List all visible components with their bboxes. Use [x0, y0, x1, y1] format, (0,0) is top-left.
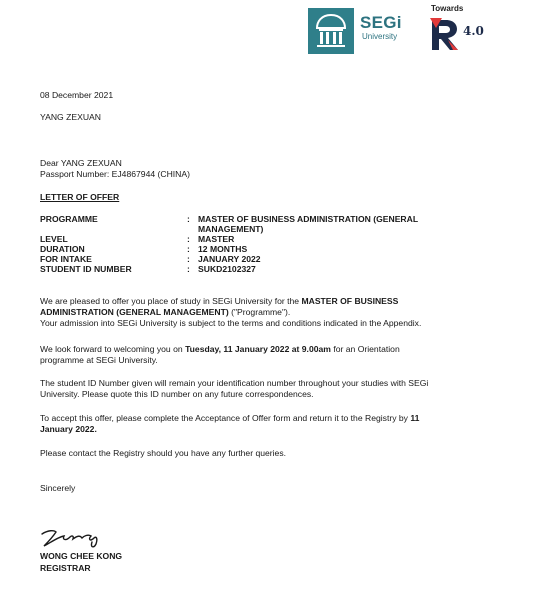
towards-label: Towards: [431, 4, 464, 13]
passport-number: Passport Number: EJ4867944 (CHINA): [40, 169, 190, 179]
detail-label: DURATION: [40, 244, 85, 254]
detail-value-cont: MANAGEMENT): [198, 224, 264, 234]
closing: Sincerely: [40, 483, 76, 493]
version-label: 4.0: [463, 24, 484, 38]
p1-programme: MASTER OF BUSINESS: [301, 296, 399, 306]
segi-name: SEGi: [360, 13, 402, 32]
detail-separator: :: [187, 264, 190, 274]
paragraph-acceptance: [40, 413, 510, 435]
detail-value: JANUARY 2022: [198, 254, 261, 264]
paragraph-contact: [40, 448, 510, 459]
paragraph-offer: [40, 296, 510, 329]
detail-value: MASTER: [198, 234, 235, 244]
detail-value: SUKD2102327: [198, 264, 256, 274]
signatory-title: REGISTRAR: [40, 563, 91, 573]
letter-date: 08 December 2021: [40, 90, 114, 100]
p1-terms: Your admission into SEGi University is subject to the terms and conditions indicated in the Appendix.: [40, 318, 422, 328]
paragraph-student-id: [40, 378, 510, 400]
p5-text: Please contact the Registry should you have any further queries.: [40, 448, 287, 458]
p4-text: To accept this offer, please complete the Acceptance of Offer form and return it to the Registry by: [40, 413, 411, 423]
p4-date: 11: [410, 413, 420, 423]
detail-label: FOR INTAKE: [40, 254, 92, 264]
detail-separator: :: [187, 244, 190, 254]
p1-text-cont: ("Programme").: [228, 307, 291, 317]
segi-wordmark: [360, 14, 416, 42]
detail-separator: :: [187, 254, 190, 264]
p1-text: We are pleased to offer you place of study in SEGi University for the: [40, 296, 302, 306]
p3-line1: The student ID Number given will remain your identification number throughout your studies with SEGi: [40, 378, 429, 388]
detail-label: STUDENT ID NUMBER: [40, 264, 132, 274]
letter-title: LETTER OF OFFER: [40, 192, 120, 202]
recipient-name: YANG ZEXUAN: [40, 112, 101, 122]
signatory-name: WONG CHEE KONG: [40, 551, 123, 561]
p2-text-cont: programme at SEGi University.: [40, 355, 158, 365]
segi-building-logo: [308, 8, 354, 54]
towards-r40-logo: [423, 6, 495, 54]
detail-label: LEVEL: [40, 234, 68, 244]
detail-label: PROGRAMME: [40, 214, 98, 224]
paragraph-orientation: [40, 344, 510, 366]
p1-programme-cont: ADMINISTRATION (GENERAL MANAGEMENT): [40, 307, 229, 317]
p2-text: We look forward to welcoming you on: [40, 344, 186, 354]
p4-date-cont: January 2022.: [40, 424, 97, 434]
p2-text-end: for an Orientation: [330, 344, 400, 354]
p3-line2: University. Please quote this ID number on any future correspondences.: [40, 389, 314, 399]
detail-value: 12 MONTHS: [198, 244, 248, 254]
salutation: Dear YANG ZEXUAN: [40, 158, 122, 168]
detail-separator: :: [187, 214, 190, 224]
detail-separator: :: [187, 234, 190, 244]
segi-sub: University: [362, 32, 398, 41]
r-mark-icon: [428, 14, 462, 52]
detail-value: MASTER OF BUSINESS ADMINISTRATION (GENERAL: [198, 214, 419, 224]
handwritten-signature: [38, 524, 108, 550]
p2-date: Tuesday, 11 January 2022 at 9.00am: [185, 344, 331, 354]
